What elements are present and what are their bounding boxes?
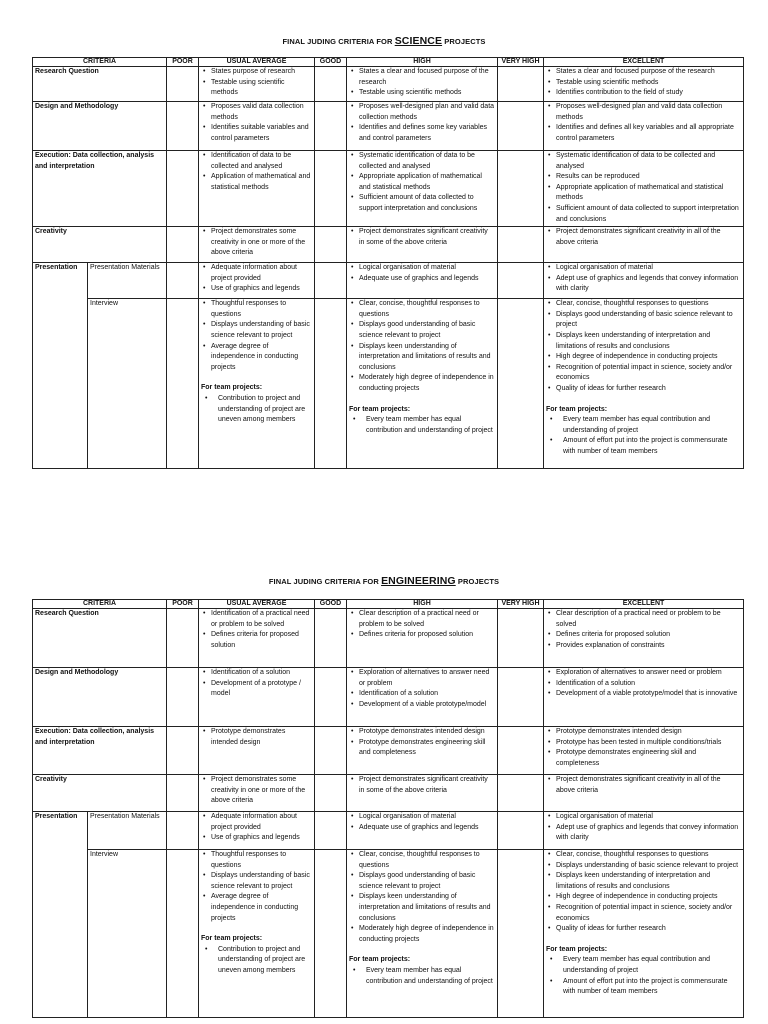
high-cell xyxy=(347,812,498,850)
list-item: • Identifies contribution to the field of study xyxy=(556,88,741,99)
list-item: • Defines criteria for proposed solution xyxy=(211,630,312,651)
bullet-list xyxy=(201,227,312,259)
criteria-label: Presentation xyxy=(33,812,88,1018)
very-high-cell xyxy=(498,609,544,668)
list-item: • Proposes well-designed plan and valid data collection methods xyxy=(359,102,495,123)
bullet-list xyxy=(546,415,741,457)
sub-criteria-label: Presentation Materials xyxy=(88,263,167,299)
header-row xyxy=(33,600,744,609)
engineering-title-keyword: ENGINEERING xyxy=(381,575,456,587)
excellent-cell xyxy=(544,609,744,668)
sub-criteria-label: Interview xyxy=(88,850,167,1018)
list-item: • Appropriate application of mathematical and statistical methods xyxy=(359,172,495,193)
list-item: • Displays keen understanding of interpretation and limitations of results and conclusions xyxy=(359,892,495,924)
header-poor: POOR xyxy=(167,58,199,67)
list-item: • Moderately high degree of independence in conducting projects xyxy=(359,924,495,945)
high-cell xyxy=(347,775,498,812)
usual-average-cell xyxy=(199,151,315,227)
high-cell xyxy=(347,227,498,263)
very-high-cell xyxy=(498,668,544,727)
bullet-list xyxy=(201,299,312,373)
bullet-list xyxy=(349,775,495,796)
engineering-title-suffix: PROJECTS xyxy=(457,577,500,586)
list-item: • Adequate information about project provided xyxy=(211,263,312,284)
poor-cell xyxy=(167,263,199,299)
excellent-cell xyxy=(544,850,744,1018)
engineering-title xyxy=(0,575,768,587)
very-high-cell xyxy=(498,299,544,469)
list-item: • Every team member has equal contribution and understanding of project xyxy=(563,955,741,976)
bullet-list xyxy=(546,151,741,225)
good-cell xyxy=(315,299,347,469)
poor-cell xyxy=(167,299,199,469)
bullet-list xyxy=(546,668,741,700)
bullet-list xyxy=(546,609,741,651)
list-item: • Proposes well-designed plan and valid data collection methods xyxy=(556,102,741,123)
team-projects-heading: For team projects: xyxy=(349,956,411,964)
good-cell xyxy=(315,609,347,668)
bullet-list xyxy=(201,727,312,748)
list-item: • Results can be reproduced xyxy=(556,172,741,183)
bullet-list xyxy=(349,609,495,641)
header-usual-average: USUAL AVERAGE xyxy=(199,58,315,67)
list-item: • Identifies suitable variables and control parameters xyxy=(211,123,312,144)
list-item: • States purpose of research xyxy=(211,67,312,78)
poor-cell xyxy=(167,775,199,812)
list-item: • Identifies and defines some key variables and control parameters xyxy=(359,123,495,144)
list-item: • States a clear and focused purpose of the research xyxy=(556,67,741,78)
list-item: • Prototype has been tested in multiple conditions/trials xyxy=(556,738,741,749)
list-item: • Logical organisation of material xyxy=(359,263,495,274)
very-high-cell xyxy=(498,812,544,850)
list-item: • Exploration of alternatives to answer need or problem xyxy=(359,668,495,689)
bullet-list xyxy=(201,151,312,193)
list-item: • Testable using scientific methods xyxy=(211,78,312,99)
list-item: • Identification of data to be collected and analysed xyxy=(211,151,312,172)
poor-cell xyxy=(167,227,199,263)
criteria-label: Creativity xyxy=(33,227,167,263)
usual-average-cell xyxy=(199,102,315,151)
list-item: • Testable using scientific methods xyxy=(359,88,495,99)
header-usual-average: USUAL AVERAGE xyxy=(199,600,315,609)
excellent-cell xyxy=(544,812,744,850)
team-projects-heading: For team projects: xyxy=(349,405,411,413)
sub-criteria-label: Presentation Materials xyxy=(88,812,167,850)
bullet-list xyxy=(349,850,495,945)
list-item: • Displays keen understanding of interpretation and limitations of results and conclusions xyxy=(556,871,741,892)
list-item: • Logical organisation of material xyxy=(359,812,495,823)
table-row xyxy=(33,850,744,1018)
list-item: • Identifies and defines all key variables and all appropriate control parameters xyxy=(556,123,741,144)
poor-cell xyxy=(167,102,199,151)
high-cell xyxy=(347,609,498,668)
bullet-list xyxy=(546,67,741,99)
bullet-list xyxy=(546,102,741,144)
excellent-cell xyxy=(544,151,744,227)
list-item: • Recognition of potential impact in science, society and/or economics xyxy=(556,903,741,924)
bullet-list xyxy=(201,945,312,977)
list-item: • Every team member has equal contribution and understanding of project xyxy=(366,966,495,987)
list-item: • Identification of a solution xyxy=(211,668,312,679)
very-high-cell xyxy=(498,850,544,1018)
bullet-list xyxy=(349,299,495,394)
very-high-cell xyxy=(498,67,544,102)
excellent-cell xyxy=(544,668,744,727)
list-item: • Clear description of a practical need or problem to be solved xyxy=(556,609,741,630)
table-row xyxy=(33,727,744,775)
table-row xyxy=(33,102,744,151)
high-cell xyxy=(347,102,498,151)
table-row xyxy=(33,299,744,469)
bullet-list xyxy=(201,263,312,295)
usual-average-cell xyxy=(199,812,315,850)
list-item: • Development of a viable prototype/model that is innovative xyxy=(556,689,741,700)
list-item: • Adept use of graphics and legends that convey information with clarity xyxy=(556,274,741,295)
high-cell xyxy=(347,668,498,727)
table-row xyxy=(33,812,744,850)
bullet-list xyxy=(201,67,312,99)
list-item: • Clear, concise, thoughtful responses to questions xyxy=(359,299,495,320)
list-item: • Exploration of alternatives to answer need or problem xyxy=(556,668,741,679)
list-item: • Prototype demonstrates intended design xyxy=(359,727,495,738)
bullet-list xyxy=(349,415,495,436)
list-item: • Logical organisation of material xyxy=(556,263,741,274)
excellent-cell xyxy=(544,102,744,151)
list-item: • Logical organisation of material xyxy=(556,812,741,823)
good-cell xyxy=(315,850,347,1018)
bullet-list xyxy=(546,812,741,844)
list-item: • Identification of a solution xyxy=(359,689,495,700)
bullet-list xyxy=(349,966,495,987)
very-high-cell xyxy=(498,102,544,151)
good-cell xyxy=(315,102,347,151)
list-item: • Project demonstrates some creativity in one or more of the above criteria xyxy=(211,775,312,807)
list-item: • Development of a prototype / model xyxy=(211,679,312,700)
list-item: • Systematic identification of data to be collected and analysed xyxy=(556,151,741,172)
table-row xyxy=(33,227,744,263)
poor-cell xyxy=(167,727,199,775)
criteria-label: Creativity xyxy=(33,775,167,812)
list-item: • Project demonstrates significant creativity in some of the above criteria xyxy=(359,775,495,796)
list-item: • Identification of a solution xyxy=(556,679,741,690)
bullet-list xyxy=(349,67,495,99)
bullet-list xyxy=(201,394,312,426)
high-cell xyxy=(347,299,498,469)
excellent-cell xyxy=(544,263,744,299)
bullet-list xyxy=(201,850,312,924)
list-item: • Average degree of independence in conducting projects xyxy=(211,892,312,924)
header-high: HIGH xyxy=(347,58,498,67)
table-row xyxy=(33,151,744,227)
list-item: • Quality of ideas for further research xyxy=(556,924,741,935)
bullet-list xyxy=(349,227,495,248)
list-item: • Every team member has equal contribution and understanding of project xyxy=(563,415,741,436)
excellent-cell xyxy=(544,775,744,812)
list-item: • Adequate information about project provided xyxy=(211,812,312,833)
list-item: • Amount of effort put into the project is commensurate with number of team members xyxy=(563,977,741,998)
bullet-list xyxy=(201,812,312,844)
usual-average-cell xyxy=(199,668,315,727)
usual-average-cell xyxy=(199,727,315,775)
very-high-cell xyxy=(498,263,544,299)
list-item: • Project demonstrates significant creativity in all of the above criteria xyxy=(556,227,741,248)
very-high-cell xyxy=(498,151,544,227)
list-item: • Project demonstrates significant creativity in all of the above criteria xyxy=(556,775,741,796)
table-row xyxy=(33,775,744,812)
list-item: • Clear, concise, thoughtful responses to questions xyxy=(556,850,741,861)
header-excellent: EXCELLENT xyxy=(544,58,744,67)
criteria-label: Research Question xyxy=(33,609,167,668)
list-item: • Prototype demonstrates intended design xyxy=(556,727,741,738)
list-item: • Use of graphics and legends xyxy=(211,833,312,844)
usual-average-cell xyxy=(199,263,315,299)
list-item: • Quality of ideas for further research xyxy=(556,384,741,395)
criteria-label: Design and Methodology xyxy=(33,102,167,151)
list-item: • Development of a viable prototype/model xyxy=(359,700,495,711)
criteria-label: Design and Methodology xyxy=(33,668,167,727)
list-item: • States a clear and focused purpose of the research xyxy=(359,67,495,88)
bullet-list xyxy=(546,850,741,935)
header-very-high: VERY HIGH xyxy=(498,58,544,67)
list-item: • Clear, concise, thoughtful responses to questions xyxy=(556,299,741,310)
header-criteria: CRITERIA xyxy=(33,600,167,609)
poor-cell xyxy=(167,668,199,727)
list-item: • Clear, concise, thoughtful responses to questions xyxy=(359,850,495,871)
list-item: • Project demonstrates some creativity in one or more of the above criteria xyxy=(211,227,312,259)
criteria-label: Execution: Data collection, analysis and interpretation xyxy=(33,727,167,775)
team-projects-heading: For team projects: xyxy=(201,935,263,943)
usual-average-cell xyxy=(199,299,315,469)
bullet-list xyxy=(349,102,495,144)
list-item: • Prototype demonstrates engineering skill and completeness xyxy=(359,738,495,759)
good-cell xyxy=(315,67,347,102)
list-item: • Displays good understanding of basic science relevant to project xyxy=(556,310,741,331)
list-item: • Displays keen understanding of interpretation and limitations of results and conclusions xyxy=(359,342,495,374)
header-good: GOOD xyxy=(315,58,347,67)
bullet-list xyxy=(349,727,495,759)
header-good: GOOD xyxy=(315,600,347,609)
excellent-cell xyxy=(544,227,744,263)
criteria-label: Research Question xyxy=(33,67,167,102)
list-item: • Thoughtful responses to questions xyxy=(211,299,312,320)
header-poor: POOR xyxy=(167,600,199,609)
list-item: • Displays good understanding of basic science relevant to project xyxy=(359,320,495,341)
bullet-list xyxy=(546,727,741,769)
bullet-list xyxy=(546,299,741,394)
excellent-cell xyxy=(544,67,744,102)
list-item: • Adequate use of graphics and legends xyxy=(359,274,495,285)
list-item: • Average degree of independence in conducting projects xyxy=(211,342,312,374)
bullet-list xyxy=(546,775,741,796)
list-item: • Contribution to project and understanding of project are uneven among members xyxy=(218,394,312,426)
list-item: • Displays good understanding of basic science relevant to project xyxy=(359,871,495,892)
list-item: • Displays understanding of basic science relevant to project xyxy=(211,320,312,341)
team-projects-heading: For team projects: xyxy=(546,945,608,953)
list-item: • Systematic identification of data to be collected and analysed xyxy=(359,151,495,172)
header-row xyxy=(33,58,744,67)
list-item: • Provides explanation of constraints xyxy=(556,641,741,652)
list-item: • Amount of effort put into the project is commensurate with number of team members xyxy=(563,436,741,457)
bullet-list xyxy=(201,668,312,700)
list-item: • Identification of a practical need or problem to be solved xyxy=(211,609,312,630)
table-row xyxy=(33,609,744,668)
list-item: • Thoughtful responses to questions xyxy=(211,850,312,871)
header-very-high: VERY HIGH xyxy=(498,600,544,609)
criteria-label: Presentation xyxy=(33,263,88,469)
poor-cell xyxy=(167,609,199,668)
bullet-list xyxy=(349,263,495,284)
bullet-list xyxy=(546,955,741,997)
list-item: • Displays understanding of basic science relevant to project xyxy=(556,861,741,872)
list-item: • High degree of independence in conducting projects xyxy=(556,892,741,903)
good-cell xyxy=(315,263,347,299)
list-item: • Displays understanding of basic science relevant to project xyxy=(211,871,312,892)
excellent-cell xyxy=(544,727,744,775)
header-criteria: CRITERIA xyxy=(33,58,167,67)
list-item: • Sufficient amount of data collected to support interpretation and conclusions xyxy=(556,204,741,225)
science-title-prefix: FINAL JUDING CRITERIA FOR xyxy=(282,37,393,46)
high-cell xyxy=(347,727,498,775)
excellent-cell xyxy=(544,299,744,469)
science-title-keyword: SCIENCE xyxy=(394,35,443,47)
criteria-label: Execution: Data collection, analysis and interpretation xyxy=(33,151,167,227)
list-item: • Every team member has equal contribution and understanding of project xyxy=(366,415,495,436)
bullet-list xyxy=(349,668,495,710)
sub-criteria-label: Interview xyxy=(88,299,167,469)
poor-cell xyxy=(167,67,199,102)
list-item: • Moderately high degree of independence in conducting projects xyxy=(359,373,495,394)
high-cell xyxy=(347,67,498,102)
bullet-list xyxy=(201,609,312,651)
good-cell xyxy=(315,727,347,775)
usual-average-cell xyxy=(199,67,315,102)
list-item: • Prototype demonstrates engineering skill and completeness xyxy=(556,748,741,769)
usual-average-cell xyxy=(199,775,315,812)
list-item: • Adept use of graphics and legends that convey information with clarity xyxy=(556,823,741,844)
usual-average-cell xyxy=(199,850,315,1018)
high-cell xyxy=(347,850,498,1018)
high-cell xyxy=(347,151,498,227)
list-item: • Prototype demonstrates intended design xyxy=(211,727,312,748)
usual-average-cell xyxy=(199,609,315,668)
list-item: • Defines criteria for proposed solution xyxy=(556,630,741,641)
header-high: HIGH xyxy=(347,600,498,609)
very-high-cell xyxy=(498,227,544,263)
list-item: • Displays keen understanding of interpretation and limitations of results and conclusions xyxy=(556,331,741,352)
list-item: • Contribution to project and understanding of project are uneven among members xyxy=(218,945,312,977)
bullet-list xyxy=(201,102,312,144)
poor-cell xyxy=(167,812,199,850)
list-item: • Proposes valid data collection methods xyxy=(211,102,312,123)
team-projects-heading: For team projects: xyxy=(546,405,608,413)
poor-cell xyxy=(167,850,199,1018)
list-item: • Clear description of a practical need or problem to be solved xyxy=(359,609,495,630)
good-cell xyxy=(315,668,347,727)
list-item: • Project demonstrates significant creativity in some of the above criteria xyxy=(359,227,495,248)
list-item: • Adequate use of graphics and legends xyxy=(359,823,495,834)
list-item: • Defines criteria for proposed solution xyxy=(359,630,495,641)
science-title xyxy=(0,35,768,47)
good-cell xyxy=(315,812,347,850)
header-excellent: EXCELLENT xyxy=(544,600,744,609)
bullet-list xyxy=(349,151,495,215)
bullet-list xyxy=(546,263,741,295)
list-item: • Appropriate application of mathematical and statistical methods xyxy=(556,183,741,204)
list-item: • Testable using scientific methods xyxy=(556,78,741,89)
very-high-cell xyxy=(498,775,544,812)
poor-cell xyxy=(167,151,199,227)
high-cell xyxy=(347,263,498,299)
list-item: • Sufficient amount of data collected to support interpretation and conclusions xyxy=(359,193,495,214)
very-high-cell xyxy=(498,727,544,775)
engineering-title-prefix: FINAL JUDING CRITERIA FOR xyxy=(268,577,379,586)
good-cell xyxy=(315,775,347,812)
list-item: • High degree of independence in conducting projects xyxy=(556,352,741,363)
good-cell xyxy=(315,151,347,227)
team-projects-heading: For team projects: xyxy=(201,384,263,392)
usual-average-cell xyxy=(199,227,315,263)
bullet-list xyxy=(201,775,312,807)
table-row xyxy=(33,668,744,727)
list-item: • Application of mathematical and statistical methods xyxy=(211,172,312,193)
table-row xyxy=(33,67,744,102)
science-criteria-table xyxy=(32,57,744,469)
good-cell xyxy=(315,227,347,263)
bullet-list xyxy=(349,812,495,833)
table-row xyxy=(33,263,744,299)
list-item: • Use of graphics and legends xyxy=(211,284,312,295)
list-item: • Recognition of potential impact in science, society and/or economics xyxy=(556,363,741,384)
science-title-suffix: PROJECTS xyxy=(444,37,486,46)
bullet-list xyxy=(546,227,741,248)
engineering-criteria-table xyxy=(32,599,744,1018)
